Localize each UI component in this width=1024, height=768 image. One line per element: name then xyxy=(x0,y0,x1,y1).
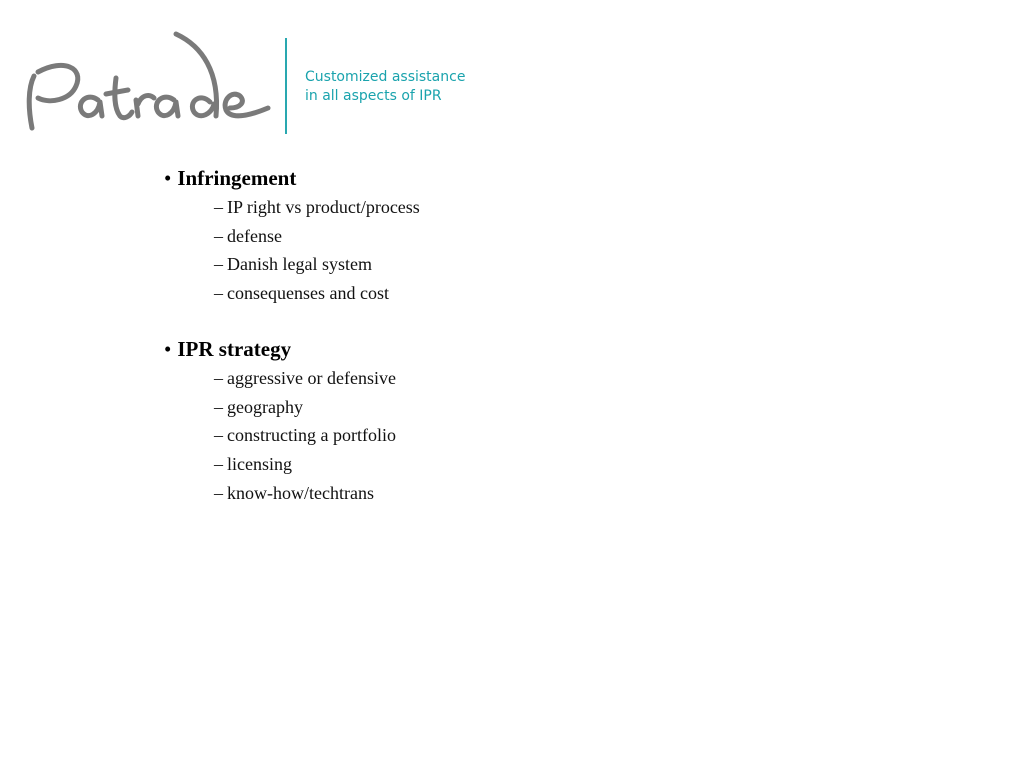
list-item-text: IP right vs product/process xyxy=(227,197,420,217)
slide-content xyxy=(164,164,864,534)
section-ipr-strategy xyxy=(164,335,864,508)
list-item-text: aggressive or defensive xyxy=(227,367,396,388)
bullet: • xyxy=(164,336,172,361)
list-item xyxy=(214,479,864,508)
list-item xyxy=(214,250,864,279)
section-title: Infringement xyxy=(177,166,297,190)
tagline-line-1: Customized assistance xyxy=(305,69,466,85)
list-item xyxy=(214,393,864,422)
dash: – xyxy=(214,225,223,246)
section-infringement xyxy=(164,164,864,308)
dash: – xyxy=(214,425,223,446)
list-item-text: geography xyxy=(227,396,303,417)
dash: – xyxy=(214,197,223,217)
list-item xyxy=(214,279,864,308)
list-item xyxy=(214,364,864,393)
list-item xyxy=(214,193,864,222)
tagline-line-2: in all aspects of IPR xyxy=(305,88,442,104)
dash: – xyxy=(214,367,223,388)
list-item-text: constructing a portfolio xyxy=(227,425,396,446)
list-item-text: consequenses and cost xyxy=(227,283,389,304)
list-item-text: licensing xyxy=(227,453,292,474)
dash: – xyxy=(214,453,223,474)
sub-list xyxy=(164,193,864,308)
tagline xyxy=(305,68,465,106)
list-item xyxy=(214,450,864,479)
list-item-text: know-how/techtrans xyxy=(227,482,374,503)
dash: – xyxy=(214,283,223,304)
list-item xyxy=(214,421,864,450)
list-item-text: Danish legal system xyxy=(227,254,372,275)
dash: – xyxy=(214,396,223,417)
header-divider xyxy=(285,38,287,134)
section-heading xyxy=(164,164,864,192)
dash: – xyxy=(214,254,223,275)
bullet: • xyxy=(164,166,172,190)
patrade-logo xyxy=(24,28,274,138)
list-item xyxy=(214,222,864,251)
list-item-text: defense xyxy=(227,225,282,246)
section-title: IPR strategy xyxy=(177,336,292,361)
sub-list xyxy=(164,364,864,508)
section-heading xyxy=(164,335,864,363)
dash: – xyxy=(214,482,223,503)
